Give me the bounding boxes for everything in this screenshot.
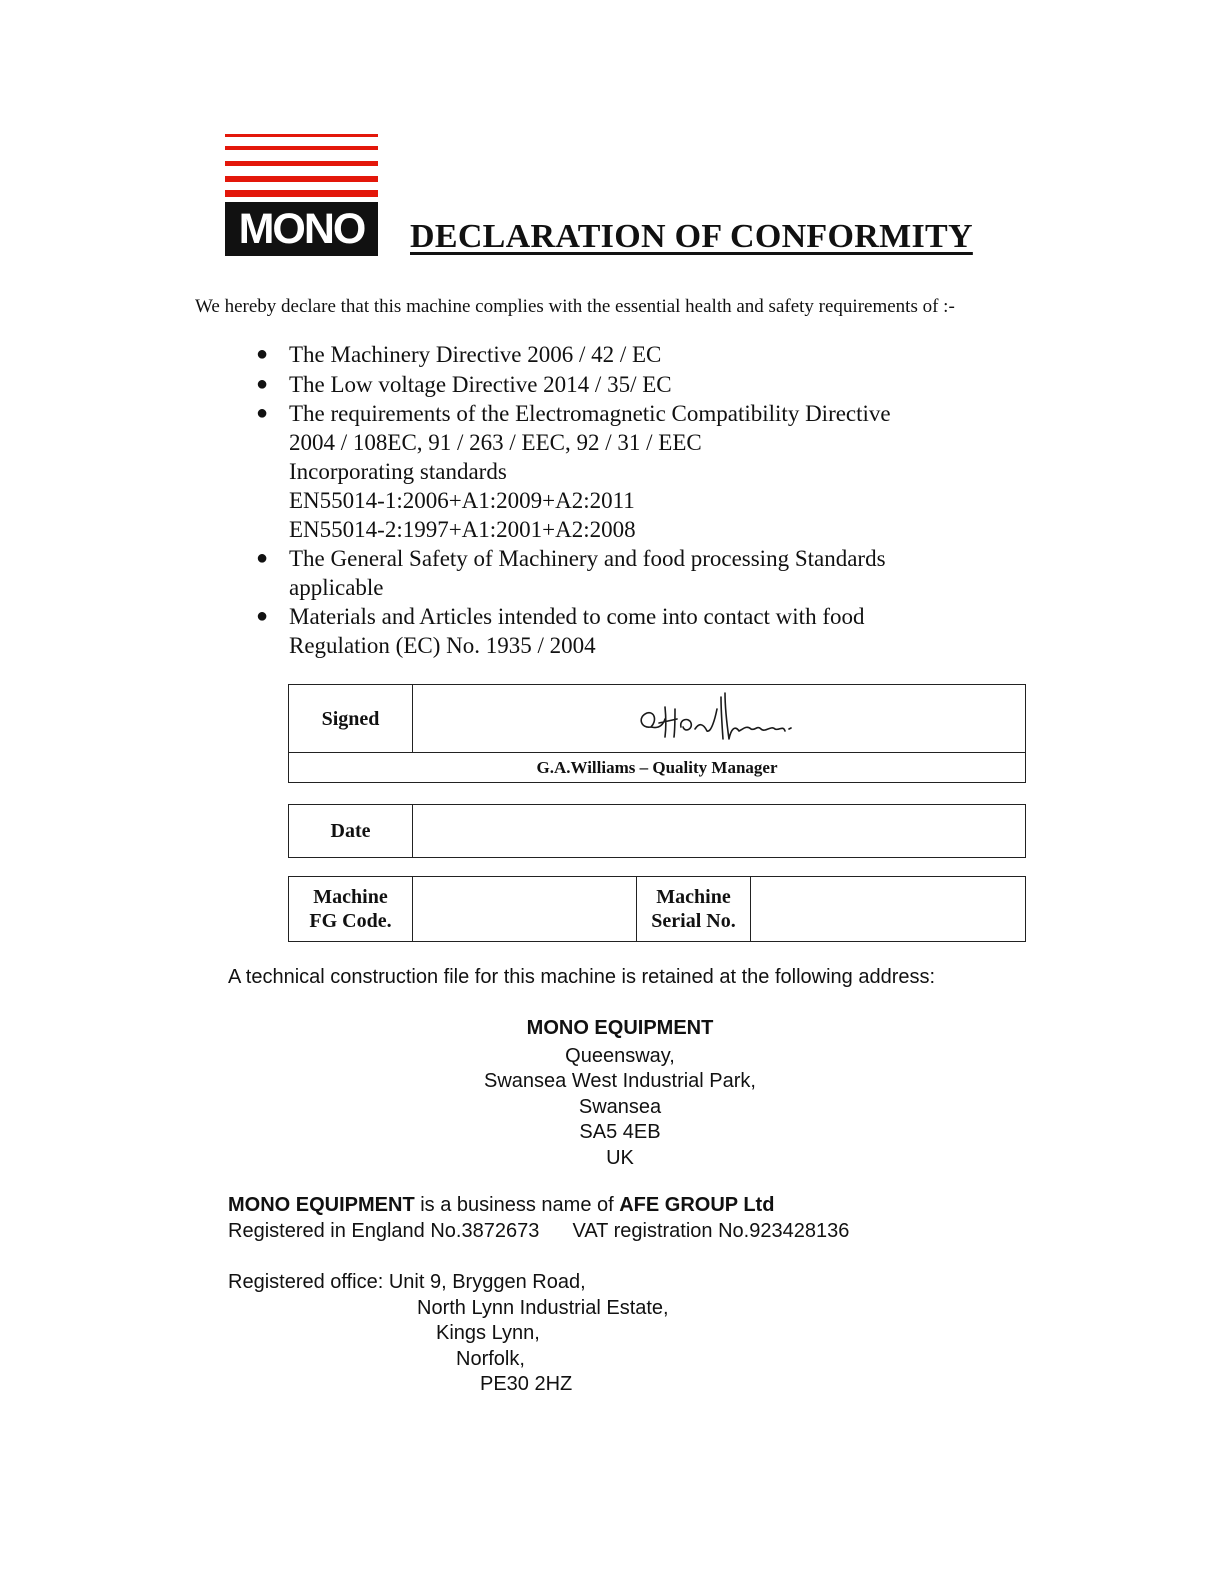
address-line: Swansea — [578, 1095, 662, 1118]
date-table — [288, 804, 1026, 858]
office-label: Registered office: — [228, 1271, 384, 1293]
list-item-text: Regulation (EC) No. 1935 / 2004 — [289, 633, 596, 658]
group-name: AFE GROUP Ltd — [619, 1194, 775, 1216]
office-line: PE30 2HZ — [480, 1373, 573, 1395]
list-item-text: applicable — [289, 575, 384, 600]
list-item-text: EN55014-1:2006+A1:2009+A2:2011 — [289, 488, 635, 513]
serial-label — [637, 877, 750, 941]
signature-image — [629, 689, 819, 749]
mono-logo — [225, 130, 380, 258]
business-middle-text: is a business name of — [420, 1194, 614, 1216]
office-line: Unit 9, Bryggen Road, — [388, 1271, 586, 1293]
list-item — [255, 370, 975, 399]
company-registration: Registered in England No.3872673 — [228, 1220, 540, 1242]
date-label: Date — [330, 820, 371, 842]
address-line: Swansea West Industrial Park, — [484, 1070, 756, 1092]
fg-code-label-line: Machine — [313, 886, 388, 908]
company-name: MONO EQUIPMENT — [526, 1017, 714, 1039]
office-line: Norfolk, — [456, 1347, 525, 1370]
address-line: Queensway, — [565, 1044, 675, 1067]
table-divider — [412, 877, 413, 941]
logo-stripe — [225, 134, 378, 137]
registered-office — [228, 1270, 669, 1398]
address-line: SA5 4EB — [579, 1121, 661, 1143]
list-item — [255, 340, 975, 369]
list-item-text: The requirements of the Electromagnetic Compatibility Directive — [289, 401, 891, 426]
bullet-icon: ● — [255, 402, 269, 424]
table-divider — [412, 805, 413, 857]
list-item — [255, 602, 975, 660]
business-name-line — [228, 1194, 774, 1217]
list-item-text: The Low voltage Directive 2014 / 35/ EC — [289, 372, 672, 397]
date-field[interactable] — [415, 805, 1025, 857]
logo-stripe — [225, 176, 378, 182]
list-item — [255, 399, 975, 544]
vat-registration: VAT registration No.923428136 — [572, 1220, 850, 1242]
machine-table — [288, 876, 1026, 942]
bullet-icon: ● — [255, 343, 269, 365]
office-line: Kings Lynn, — [436, 1322, 540, 1344]
signatory-name: G.A.Williams – Quality Manager — [536, 757, 778, 777]
page-title: DECLARATION OF CONFORMITY — [410, 218, 973, 255]
fg-code-label — [289, 877, 412, 941]
registration-line — [228, 1220, 849, 1243]
technical-file-note: A technical construction file for this machine is retained at the following address: — [228, 966, 936, 988]
table-divider — [750, 877, 751, 941]
list-item-text: The Machinery Directive 2006 / 42 / EC — [289, 342, 662, 367]
list-item — [255, 544, 975, 602]
office-line: North Lynn Industrial Estate, — [417, 1296, 669, 1319]
address-line: UK — [606, 1146, 634, 1169]
logo-stripe — [225, 161, 378, 166]
list-item-text: 2004 / 108EC, 91 / 263 / EEC, 92 / 31 / EEC — [289, 430, 702, 455]
business-name: MONO EQUIPMENT — [228, 1194, 415, 1216]
list-item-text: EN55014-2:1997+A1:2001+A2:2008 — [289, 517, 636, 542]
serial-label-line: Machine — [656, 886, 731, 908]
list-item-text: Materials and Articles intended to come into contact with food — [289, 604, 865, 629]
bullet-icon: ● — [255, 547, 269, 569]
fg-code-field[interactable] — [415, 877, 635, 941]
signature-table — [288, 684, 1026, 783]
list-item-text: The General Safety of Machinery and food processing Standards — [289, 546, 886, 571]
serial-field[interactable] — [753, 877, 1025, 941]
list-item-text: Incorporating standards — [289, 459, 507, 484]
requirements-list — [255, 340, 975, 660]
table-divider — [412, 685, 413, 753]
serial-label-line: Serial No. — [651, 910, 736, 932]
signed-label: Signed — [321, 708, 380, 730]
bullet-icon: ● — [255, 605, 269, 627]
logo-stripe — [225, 190, 378, 197]
intro-text: We hereby declare that this machine complies with the essential health and safety requirements of :- — [195, 296, 955, 317]
fg-code-label-line: FG Code. — [309, 910, 392, 932]
bullet-icon: ● — [255, 373, 269, 395]
logo-wordmark: MONO — [225, 202, 378, 256]
logo-stripe — [225, 146, 378, 150]
company-address — [420, 1016, 820, 1171]
